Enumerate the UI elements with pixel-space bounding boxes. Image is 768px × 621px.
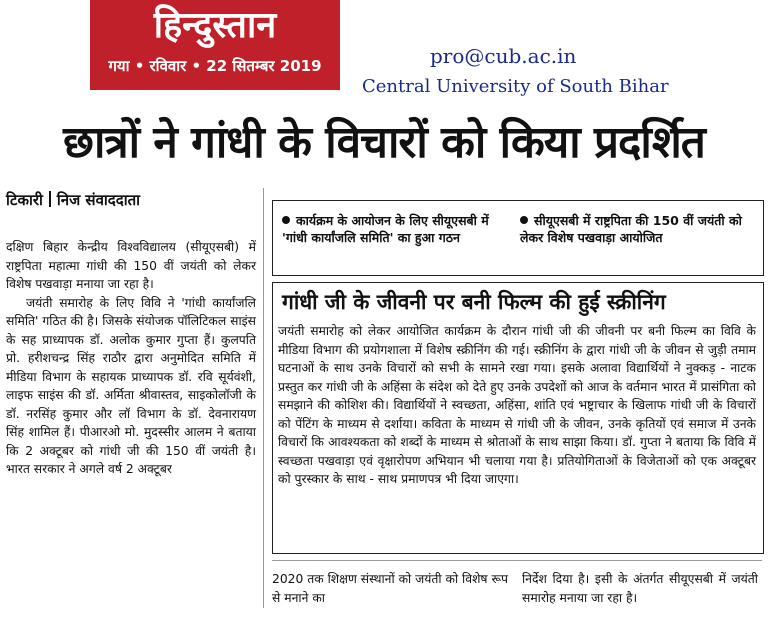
university-name: Central University of South Bihar [362, 76, 669, 97]
bullet-icon [520, 216, 528, 224]
newspaper-name: हिन्दुस्तान [153, 5, 277, 46]
highlight-text: कार्यक्रम के आयोजन के लिए सीयूएसबी में 'गांधी कार्यांजलि समिति' का हुआ गठन [282, 213, 489, 245]
column-divider [263, 188, 264, 608]
byline-reporter: निज संवाददाता [56, 191, 141, 209]
edition-dateline: गया • रविवार • 22 सितम्बर 2019 [108, 57, 322, 75]
contact-email: pro@cub.ac.in [430, 44, 577, 68]
article-column-3: निर्देश दिया है। इसी के अंतर्गत सीयूएसबी में जयंती समारोह मनाया जा रहा है। [522, 572, 758, 605]
article-column-1 [6, 238, 256, 479]
highlight-item [520, 212, 750, 246]
article-column-2: 2020 तक शिक्षण संस्थानों को जयंती को विशेष रूप से मनाने का [272, 572, 508, 605]
byline-separator [49, 191, 51, 207]
paragraph-committee: जयंती समारोह के लिए विवि ने 'गांधी कार्यांजलि समिति' गठित की है। जिसके संयोजक पॉलिटिकल साइंस के सह प्राध्यापक डॉ. अलोक कुमार गुप्ता हैं। कुलपति प्रो. हरीशचन्द्र सिंह राठौर द्वारा अनुमोदित समिति में मीडिया विभाग के सहायक प्राध्यापक डॉ. रवि सूर्यवंशी, लाइफ साइंस की डॉ. अर्मिता श्रीवास्तव, साइकोलॉजी के डॉ. नरसिंह कुमार और लॉ विभाग के डॉ. देवनारायण सिंह शामिल हैं। पीआरओ मो. मुदस्सीर आलम ने बताया कि 2 अक्टूबर को गांधी जी की 150 वीं जयंती है। भारत सरकार ने अगले वर्ष 2 अक्टूबर [6, 295, 256, 476]
paragraph-intro: दक्षिण बिहार केन्द्रीय विश्वविद्यालय (सीयूएसबी) में राष्ट्रपिता महात्मा गांधी की 150 वीं जयंती को लेकर विशेष पखवाड़ा मनाया जा रहा है। [6, 240, 256, 291]
bottom-divider [272, 560, 762, 561]
bullet-icon [282, 216, 290, 224]
highlight-text: सीयूएसबी में राष्ट्रपिता की 150 वीं जयंती को लेकर विशेष पखवाड़ा आयोजित [520, 213, 742, 245]
box-subheadline: गांधी जी के जीवनी पर बनी फिल्म की हुई स्क्रीनिंग [282, 290, 666, 314]
newspaper-masthead [90, 0, 340, 90]
byline [6, 190, 140, 210]
byline-place: टिकारी [6, 191, 43, 209]
box-body-text: जयंती समारोह को लेकर आयोजित कार्यक्रम के दौरान गांधी जी की जीवनी पर बनी फिल्म का विवि के मीडिया विभाग की प्रयोगशाला में विशेष स्क्रीनिंग की गई। स्क्रीनिंग के द्वारा गांधी जी के जीवन से जुड़ी तमाम घटनाओं के साथ उनके विचारों को सभी के सामने रखा गया। इसके अलावा विद्यार्थियों ने नुक्कड़ - नाटक प्रस्तुत कर गांधी जी के अहिंसा के संदेश को देते हुए उनके उपदेशों को आज के वर्तमान भारत में प्रासंगिता को समझाने की कोशिश की। विद्यार्थियों ने स्वच्छता, अहिंसा, शांति एवं भष्ट्राचार के खिलाफ गांधी जी के विचारों को पेंटिंग के माध्यम से दर्शाया। कविता के माध्यम से गांधी जी के जीवन, उनके कृतियों एवं समाज में उनके विचारों कि आवश्यकता को शब्दों के माध्यम से श्रोताओं के साथ साझा किया। डॉ. गुप्ता ने बताया कि विवि में स्वच्छता पखवाड़ा एवं वृक्षारोपण अभियान भी चलाया गया है। प्रतियोगिताओं के विजेताओं को एक अक्टूबर को पुरस्कार के साथ - साथ प्रमाणपत्र भी दिया जाएगा। [278, 324, 756, 486]
highlight-item [282, 212, 502, 246]
article-headline: छात्रों ने गांधी के विचारों को किया प्रदर्शित [63, 117, 705, 168]
